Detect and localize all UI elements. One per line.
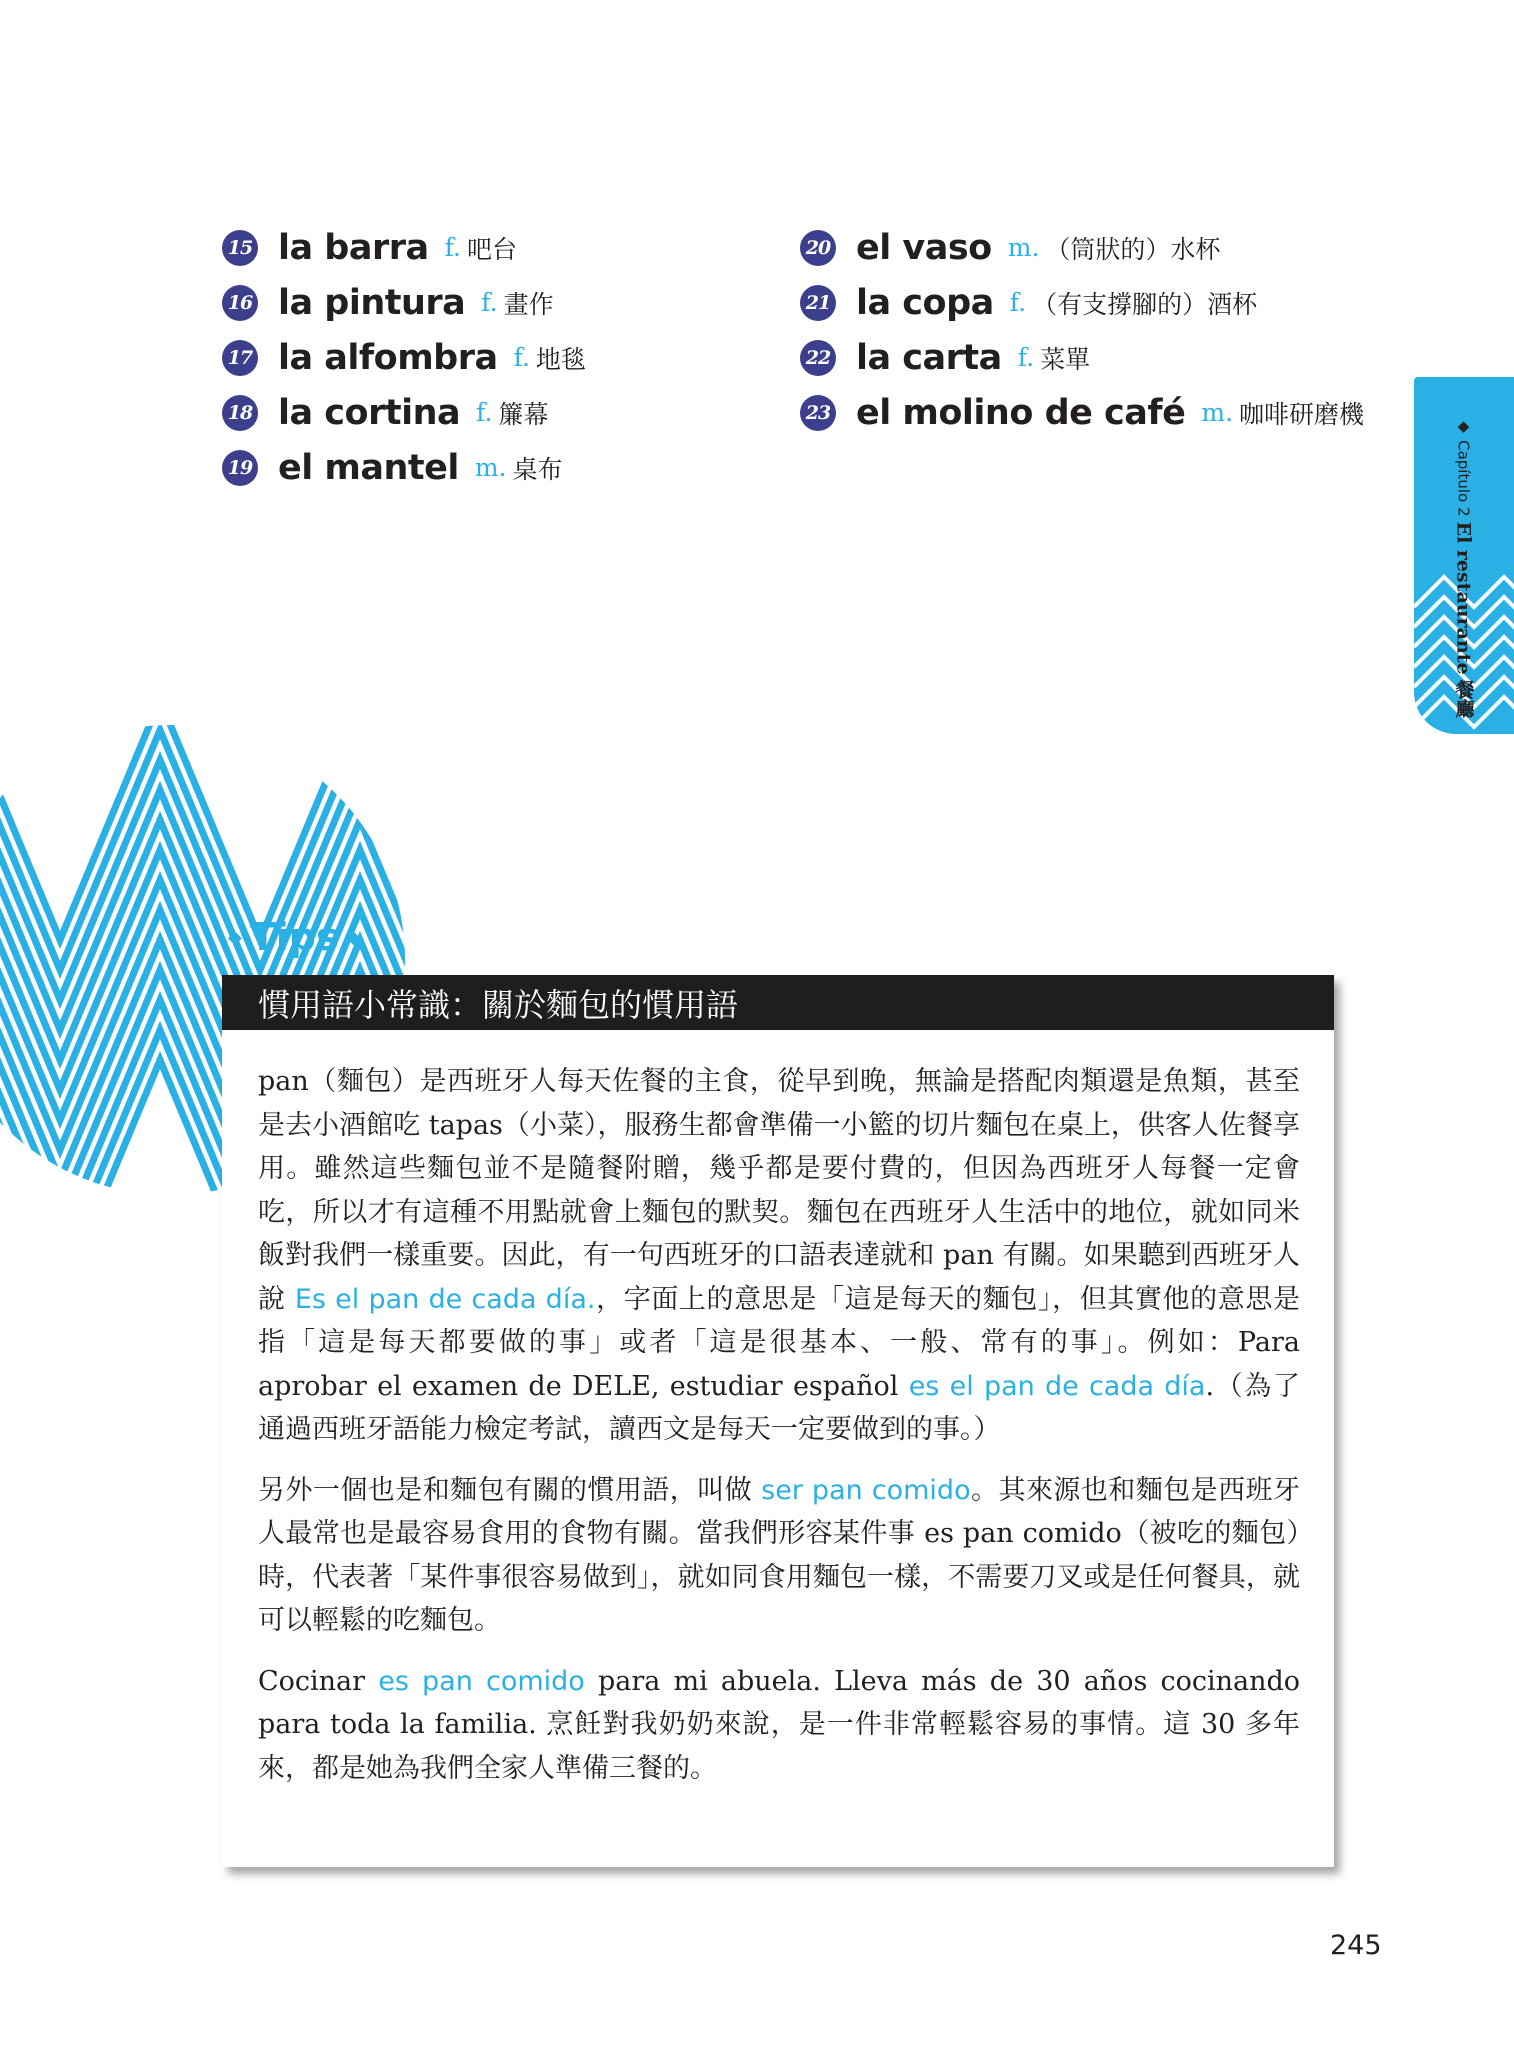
chapter-number: Capítulo 2 bbox=[1454, 440, 1473, 517]
text-run: .（為了通過西班牙語能力檢定考試，讀西文是每天一定要做到的事。） bbox=[258, 1370, 1300, 1445]
text-run: 。其來源也和麵包是西班牙人最常也是最容易食用的食物有關。當我們形容某件事 es pan comido（被吃的麵包）時，代表著「某件事很容易做到」，就如同食用麵包一樣，不需要刀叉或是任何餐具，就可以輕鬆的吃麵包。 bbox=[258, 1474, 1300, 1636]
vocab-meaning: （筒狀的）水杯 bbox=[1045, 234, 1221, 264]
vocab-word: la pintura bbox=[278, 282, 466, 323]
vocab-meaning: （有支撐腳的）酒杯 bbox=[1032, 289, 1258, 319]
chapter-title-zh: 餐廳 bbox=[1452, 679, 1475, 718]
item-number: 20 bbox=[800, 230, 836, 266]
text-run: pan（麵包）是西班牙人每天佐餐的主食，從早到晚，無論是搭配肉類還是魚類，甚至是去小酒館吃 tapas（小菜），服務生都會準備一小籃的切片麵包在桌上，供客人佐餐享用。雖然這些麵包並不是隨餐附贈，幾乎都是要付費的，但因為西班牙人每餐一定會吃，所以才有這種不用點就會上麵包的默契。麵包在西班牙人生活中的地位，就如同米飯對我們一樣重要。因此，有一句西班牙的口語表達就和 pan 有關。如果聽到西班牙人說 bbox=[258, 1066, 1300, 1315]
vocab-word: la copa bbox=[856, 282, 994, 323]
diamond-icon: ◆ bbox=[228, 926, 242, 948]
vocab-word: la carta bbox=[856, 337, 1002, 378]
vocab-gender: f. bbox=[513, 343, 530, 372]
item-number: 17 bbox=[222, 340, 258, 376]
text-run: Cocinar bbox=[258, 1665, 379, 1697]
vocab-word: el vaso bbox=[856, 227, 992, 268]
item-number: 18 bbox=[222, 395, 258, 431]
vocab-word: la barra bbox=[278, 227, 429, 268]
page-number: 245 bbox=[1330, 1930, 1382, 1961]
vocab-meaning: 簾幕 bbox=[498, 399, 549, 429]
highlight-phrase: Es el pan de cada día. bbox=[294, 1283, 596, 1315]
diamond-icon: ◆ bbox=[346, 926, 361, 948]
vocab-gender: f. bbox=[1017, 343, 1035, 372]
tips-paragraph bbox=[258, 1660, 1300, 1791]
item-number: 15 bbox=[222, 230, 258, 266]
vocab-gender: f. bbox=[1009, 288, 1027, 317]
vocab-item bbox=[222, 440, 586, 495]
item-number: 22 bbox=[800, 340, 836, 376]
vocab-meaning: 桌布 bbox=[512, 454, 563, 484]
chapter-side-tab bbox=[1414, 377, 1514, 734]
vocab-item bbox=[222, 275, 586, 330]
item-number: 19 bbox=[222, 450, 258, 486]
vocab-word: el molino de café bbox=[856, 392, 1186, 433]
chapter-title: El restaurante bbox=[1452, 521, 1475, 675]
highlight-phrase: es el pan de cada día bbox=[908, 1370, 1206, 1402]
vocab-gender: f. bbox=[476, 398, 493, 427]
tips-body bbox=[222, 1030, 1334, 1790]
vocab-meaning: 菜單 bbox=[1040, 344, 1091, 374]
tips-label bbox=[220, 915, 368, 959]
vocab-meaning: 吧台 bbox=[466, 234, 517, 264]
vocab-item bbox=[222, 330, 586, 385]
vocab-item bbox=[222, 385, 586, 440]
vocab-item bbox=[800, 275, 1364, 330]
text-run: para mi abuela. Lleva más de 30 años cocinando para toda la familia. 烹飪對我奶奶來說，是一件非常輕鬆容易的事情。這 30 多年來，都是她為我們全家人準備三餐的。 bbox=[258, 1665, 1300, 1784]
vocab-word: el mantel bbox=[278, 447, 459, 488]
item-number: 23 bbox=[800, 395, 836, 431]
vocab-gender: f. bbox=[444, 233, 461, 262]
vocab-gender: m. bbox=[1201, 398, 1234, 427]
chapter-diamond-icon: ◆ bbox=[1454, 417, 1473, 435]
tips-header: 慣用語小常識：關於麵包的慣用語 bbox=[222, 975, 1334, 1030]
item-number: 21 bbox=[800, 285, 836, 321]
vocab-item bbox=[222, 220, 586, 275]
vocab-list-right bbox=[800, 220, 1364, 440]
text-run: ，字面上的意思是「這是每天的麵包」，但其實他的意思是指「這是每天都要做的事」或者「這是很基本、一般、常有的事」。例如：Para aprobar el examen de DELE, estudiar español bbox=[258, 1283, 1301, 1402]
vocab-meaning: 地毯 bbox=[535, 344, 586, 374]
tips-paragraph bbox=[258, 1469, 1300, 1643]
vocab-meaning: 咖啡研磨機 bbox=[1239, 399, 1365, 429]
text-run: 另外一個也是和麵包有關的慣用語，叫做 bbox=[258, 1474, 762, 1506]
vocab-word: la alfombra bbox=[278, 337, 498, 378]
vocab-list-left bbox=[222, 220, 586, 495]
vocab-item bbox=[800, 330, 1364, 385]
vocab-gender: f. bbox=[481, 288, 498, 317]
vocab-item bbox=[800, 220, 1364, 275]
vocab-gender: m. bbox=[1007, 233, 1040, 262]
highlight-phrase: es pan comido bbox=[378, 1665, 585, 1697]
vocab-meaning: 畫作 bbox=[503, 289, 554, 319]
chapter-label bbox=[1451, 417, 1478, 718]
vocab-word: la cortina bbox=[278, 392, 461, 433]
highlight-phrase: ser pan comido bbox=[761, 1474, 971, 1506]
tips-title: Tips bbox=[249, 915, 339, 959]
tips-paragraph bbox=[258, 1060, 1300, 1452]
vocab-gender: m. bbox=[474, 453, 507, 482]
tips-box bbox=[222, 975, 1334, 1867]
item-number: 16 bbox=[222, 285, 258, 321]
vocab-item bbox=[800, 385, 1364, 440]
